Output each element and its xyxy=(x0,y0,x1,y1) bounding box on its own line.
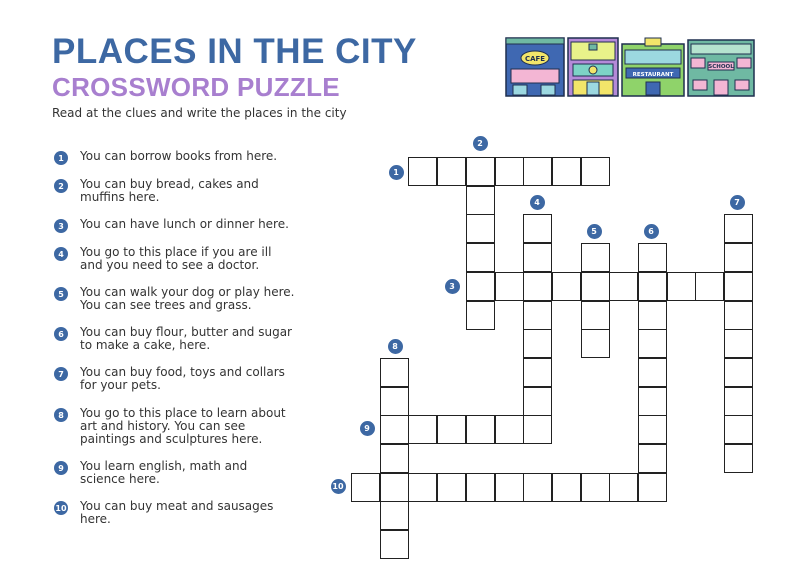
crossword-cell[interactable] xyxy=(495,272,524,301)
instructions: Read at the clues and write the places in the city xyxy=(52,106,347,120)
page-title: PLACES IN THE CITY xyxy=(52,32,417,71)
clue-item xyxy=(54,218,295,233)
crossword-cell[interactable] xyxy=(380,358,409,387)
crossword-cell[interactable] xyxy=(552,157,581,186)
crossword-cell[interactable] xyxy=(724,329,753,358)
crossword-cell[interactable] xyxy=(495,415,524,444)
clue-item xyxy=(54,150,295,165)
crossword-cell[interactable] xyxy=(523,473,552,502)
crossword-cell[interactable] xyxy=(638,272,667,301)
crossword-cell[interactable] xyxy=(466,157,495,186)
clue-text: You can walk your dog or play here. You can see trees and grass. xyxy=(80,285,295,312)
grid-clue-number: 4 xyxy=(530,195,545,210)
crossword-cell[interactable] xyxy=(609,272,638,301)
crossword-cell[interactable] xyxy=(609,473,638,502)
grid-clue-number: 6 xyxy=(644,224,659,239)
clue-text: You go to this place if you are ill and you need to see a doctor. xyxy=(80,245,272,272)
crossword-cell[interactable] xyxy=(724,214,753,243)
crossword-cell[interactable] xyxy=(523,157,552,186)
crossword-cell[interactable] xyxy=(495,157,524,186)
clue-number-badge: 5 xyxy=(54,287,68,301)
clue-number-badge: 9 xyxy=(54,461,68,475)
crossword-cell[interactable] xyxy=(466,186,495,215)
crossword-cell[interactable] xyxy=(724,272,753,301)
page-subtitle: CROSSWORD PUZZLE xyxy=(52,72,340,102)
crossword-cell[interactable] xyxy=(466,473,495,502)
clue-number-badge: 1 xyxy=(54,151,68,165)
crossword-cell[interactable] xyxy=(667,272,696,301)
crossword-cell[interactable] xyxy=(724,243,753,272)
clue-text: You can buy bread, cakes and muffins here. xyxy=(80,177,259,204)
clue-number-badge: 7 xyxy=(54,367,68,381)
crossword-cell[interactable] xyxy=(724,415,753,444)
svg-text:CAFE: CAFE xyxy=(524,55,546,63)
crossword-cell[interactable] xyxy=(581,473,610,502)
clue-number-badge: 10 xyxy=(54,501,68,515)
crossword-cell[interactable] xyxy=(523,358,552,387)
crossword-cell[interactable] xyxy=(724,358,753,387)
clue-text: You can buy meat and sausages here. xyxy=(80,499,274,526)
crossword-cell[interactable] xyxy=(380,415,409,444)
clue-item xyxy=(54,460,295,486)
crossword-cell[interactable] xyxy=(581,301,610,330)
crossword-cell[interactable] xyxy=(466,272,495,301)
crossword-cell[interactable] xyxy=(638,415,667,444)
grid-clue-number: 9 xyxy=(360,421,375,436)
grid-clue-number: 3 xyxy=(445,279,460,294)
crossword-cell[interactable] xyxy=(581,157,610,186)
crossword-cell[interactable] xyxy=(380,501,409,530)
crossword-cell[interactable] xyxy=(724,301,753,330)
clue-item xyxy=(54,326,295,352)
crossword-cell[interactable] xyxy=(638,444,667,473)
crossword-cell[interactable] xyxy=(437,157,466,186)
svg-text:RESTAURANT: RESTAURANT xyxy=(632,72,674,78)
crossword-cell[interactable] xyxy=(495,473,524,502)
clue-number-badge: 8 xyxy=(54,408,68,422)
crossword-cell[interactable] xyxy=(466,243,495,272)
crossword-cell[interactable] xyxy=(437,415,466,444)
grid-clue-number: 2 xyxy=(473,136,488,151)
crossword-cell[interactable] xyxy=(523,272,552,301)
crossword-cell[interactable] xyxy=(466,301,495,330)
school-building-icon xyxy=(688,40,754,96)
crossword-cell[interactable] xyxy=(581,329,610,358)
clue-item xyxy=(54,407,295,446)
crossword-cell[interactable] xyxy=(523,329,552,358)
crossword-cell[interactable] xyxy=(638,387,667,416)
clue-text: You can buy food, toys and collars for your pets. xyxy=(80,365,285,392)
clue-number-badge: 4 xyxy=(54,247,68,261)
grid-clue-number: 1 xyxy=(389,165,404,180)
crossword-cell[interactable] xyxy=(380,387,409,416)
grid-clue-number: 8 xyxy=(388,339,403,354)
crossword-cell[interactable] xyxy=(552,473,581,502)
clue-number-badge: 3 xyxy=(54,219,68,233)
crossword-cell[interactable] xyxy=(724,444,753,473)
clue-number-badge: 6 xyxy=(54,327,68,341)
clue-text: You can borrow books from here. xyxy=(80,149,278,163)
clue-number-badge: 2 xyxy=(54,179,68,193)
crossword-cell[interactable] xyxy=(638,358,667,387)
clue-text: You can buy flour, butter and sugar to make a cake, here. xyxy=(80,325,292,352)
cafe-building-icon xyxy=(506,38,564,96)
crossword-cell[interactable] xyxy=(724,387,753,416)
crossword-cell[interactable] xyxy=(380,473,409,502)
crossword-cell[interactable] xyxy=(408,157,437,186)
clue-item xyxy=(54,500,295,526)
crossword-cell[interactable] xyxy=(638,243,667,272)
clue-item xyxy=(54,366,295,392)
crossword-cell[interactable] xyxy=(466,415,495,444)
grid-clue-number: 5 xyxy=(587,224,602,239)
crossword-cell[interactable] xyxy=(523,415,552,444)
crossword-cell[interactable] xyxy=(523,214,552,243)
clue-item xyxy=(54,246,295,272)
crossword-cell[interactable] xyxy=(638,301,667,330)
crossword-cell[interactable] xyxy=(638,473,667,502)
crossword-cell[interactable] xyxy=(695,272,724,301)
restaurant-building-icon xyxy=(622,38,684,96)
crossword-cell[interactable] xyxy=(466,214,495,243)
crossword-cell[interactable] xyxy=(437,473,466,502)
crossword-cell[interactable] xyxy=(523,387,552,416)
crossword-cell[interactable] xyxy=(581,272,610,301)
crossword-cell[interactable] xyxy=(523,243,552,272)
crossword-cell[interactable] xyxy=(351,473,380,502)
crossword-cell[interactable] xyxy=(638,329,667,358)
crossword-cell[interactable] xyxy=(408,415,437,444)
pet-shop-building-icon xyxy=(568,38,618,96)
grid-clue-number: 7 xyxy=(730,195,745,210)
crossword-cell[interactable] xyxy=(523,301,552,330)
crossword-cell[interactable] xyxy=(380,530,409,559)
clue-text: You can have lunch or dinner here. xyxy=(80,217,289,231)
clue-item xyxy=(54,178,295,204)
clue-text: You go to this place to learn about art and history. You can see paintings and sculptures here. xyxy=(80,406,286,446)
clue-item xyxy=(54,286,295,312)
crossword-cell[interactable] xyxy=(552,272,581,301)
crossword-cell[interactable] xyxy=(581,243,610,272)
crossword-cell[interactable] xyxy=(408,473,437,502)
crossword-cell[interactable] xyxy=(380,444,409,473)
city-buildings-illustration xyxy=(505,36,757,98)
clue-text: You learn english, math and science here. xyxy=(80,459,248,486)
grid-clue-number: 10 xyxy=(331,479,346,494)
svg-text:SCHOOL: SCHOOL xyxy=(708,64,734,70)
